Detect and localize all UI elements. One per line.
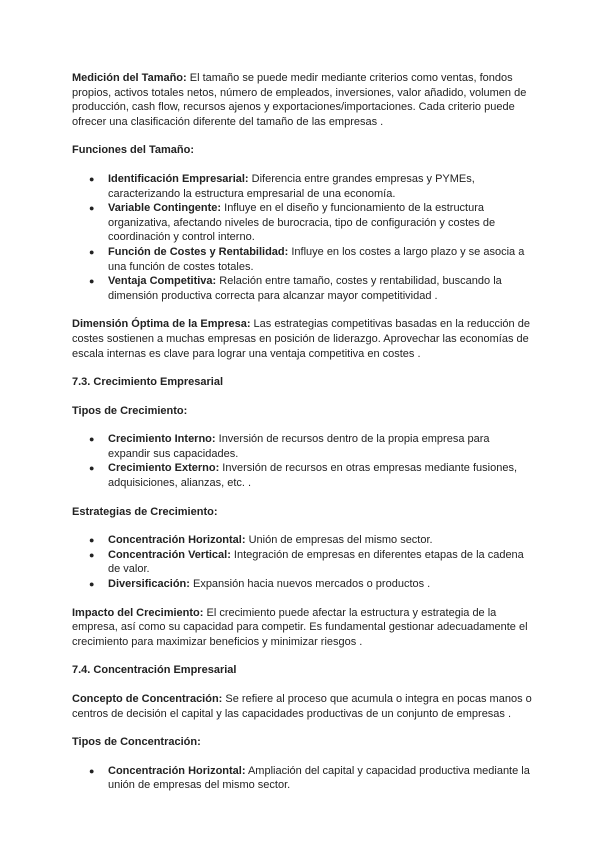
concepto-paragraph [72, 692, 532, 721]
bullet-icon: ● [89, 246, 95, 257]
item-text: Integración de empresas en diferentes etapas de la cadena de valor. [108, 548, 524, 576]
bullet-icon: ● [89, 463, 95, 474]
item-label: Crecimiento Externo: [108, 462, 220, 475]
list-item [72, 764, 532, 793]
item-label: Concentración Vertical: [108, 548, 231, 561]
list-item [72, 533, 532, 548]
dimension-paragraph [72, 317, 532, 361]
tipos-crecimiento-list [72, 432, 532, 490]
bullet-icon: ● [89, 203, 95, 214]
item-text: Inversión de recursos dentro de la propia empresa para expandir sus capacidades. [108, 433, 490, 460]
bullet-icon: ● [89, 434, 95, 445]
list-item [72, 577, 532, 592]
medicion-label: Medición del Tamaño: [72, 72, 187, 84]
item-text: Diferencia entre grandes empresas y PYMEs, caracterizando la estructura empresarial de una economía. [108, 172, 475, 200]
dimension-label: Dimensión Óptima de la Empresa: [72, 318, 251, 331]
funciones-heading: Funciones del Tamaño: [72, 144, 195, 157]
item-text: Influye en los costes a largo plazo y se asocia a una función de costes totales. [108, 245, 525, 273]
medicion-text: El tamaño se puede medir mediante criterios como ventas, fondos propios, activos totales netos, número de empleados, inversiones, valor añadido, volumen de producción, cash flow, recursos ajenos y exportaciones/importaciones. Cada criterio puede ofrecer una clasificación diferente del tamaño de las empresas . [72, 72, 527, 128]
bullet-icon: ● [89, 579, 95, 590]
list-item [72, 274, 532, 303]
funciones-list [72, 172, 532, 303]
item-text: Ampliación del capital y capacidad productiva mediante la unión de empresas del mismo sector. [108, 764, 530, 792]
tipos-concentracion-list [72, 764, 532, 793]
list-item [72, 201, 532, 245]
item-label: Concentración Horizontal: [108, 764, 246, 777]
item-label: Función de Costes y Rentabilidad: [108, 245, 289, 258]
item-label: Concentración Horizontal: [108, 534, 246, 547]
bullet-icon: ● [89, 549, 95, 560]
item-text: Inversión de recursos en otras empresas mediante fusiones, adquisiciones, alianzas, etc. . [108, 462, 518, 490]
estrategias-list [72, 533, 532, 591]
list-item [72, 172, 532, 201]
item-text: Expansión hacia nuevos mercados o productos . [189, 578, 431, 591]
bullet-icon: ● [89, 173, 95, 184]
section-7-4-heading: 7.4. Concentración Empresarial [72, 664, 237, 677]
concepto-label: Concepto de Concentración: [72, 693, 223, 705]
item-text: Relación entre tamaño, costes y rentabilidad, buscando la dimensión productiva correcta para alcanzar mayor competitividad . [108, 275, 502, 302]
bullet-icon: ● [89, 276, 95, 287]
dimension-text: Las estrategias competitivas basadas en la reducción de costes sostienen a muchas empresas en posición de liderazgo. Aprovechar las economías de escala internas es clave para lograr una ventaja competitiva en costes . [72, 318, 530, 360]
list-item [72, 548, 532, 577]
impacto-paragraph [72, 606, 532, 650]
item-label: Ventaja Competitiva: [108, 275, 217, 288]
section-7-3-heading: 7.3. Crecimiento Empresarial [72, 376, 224, 389]
item-label: Variable Contingente: [108, 202, 222, 215]
item-label: Crecimiento Interno: [108, 433, 216, 446]
impacto-label: Impacto del Crecimiento: [72, 606, 204, 619]
list-item [72, 432, 532, 461]
tipos-concentracion-heading: Tipos de Concentración: [72, 736, 201, 749]
item-text: Unión de empresas del mismo sector. [245, 534, 433, 547]
estrategias-heading: Estrategias de Crecimiento: [72, 505, 218, 518]
concepto-text: Se refiere al proceso que acumula o integra en pocas manos o centros de decisión el capital y las capacidades productivas de un conjunto de empresas . [72, 693, 532, 720]
item-label: Diversificación: [108, 578, 190, 591]
bullet-icon: ● [89, 535, 95, 546]
list-item [72, 461, 532, 490]
tipos-crecimiento-heading: Tipos de Crecimiento: [72, 404, 188, 417]
bullet-icon: ● [89, 765, 95, 776]
item-label: Identificación Empresarial: [108, 172, 249, 185]
document-page [72, 71, 532, 807]
list-item [72, 245, 532, 274]
medicion-paragraph [72, 71, 532, 129]
item-text: Influye en el diseño y funcionamiento de la estructura organizativa, afectando niveles de burocracia, tipo de configuración y costes de coordinación y control interno. [108, 202, 496, 244]
impacto-text: El crecimiento puede afectar la estructura y estrategia de la empresa, así como su capacidad para competir. Es fundamental gestionar adecuadamente el crecimiento para maximizar beneficios y minimizar riesgos . [72, 606, 528, 648]
